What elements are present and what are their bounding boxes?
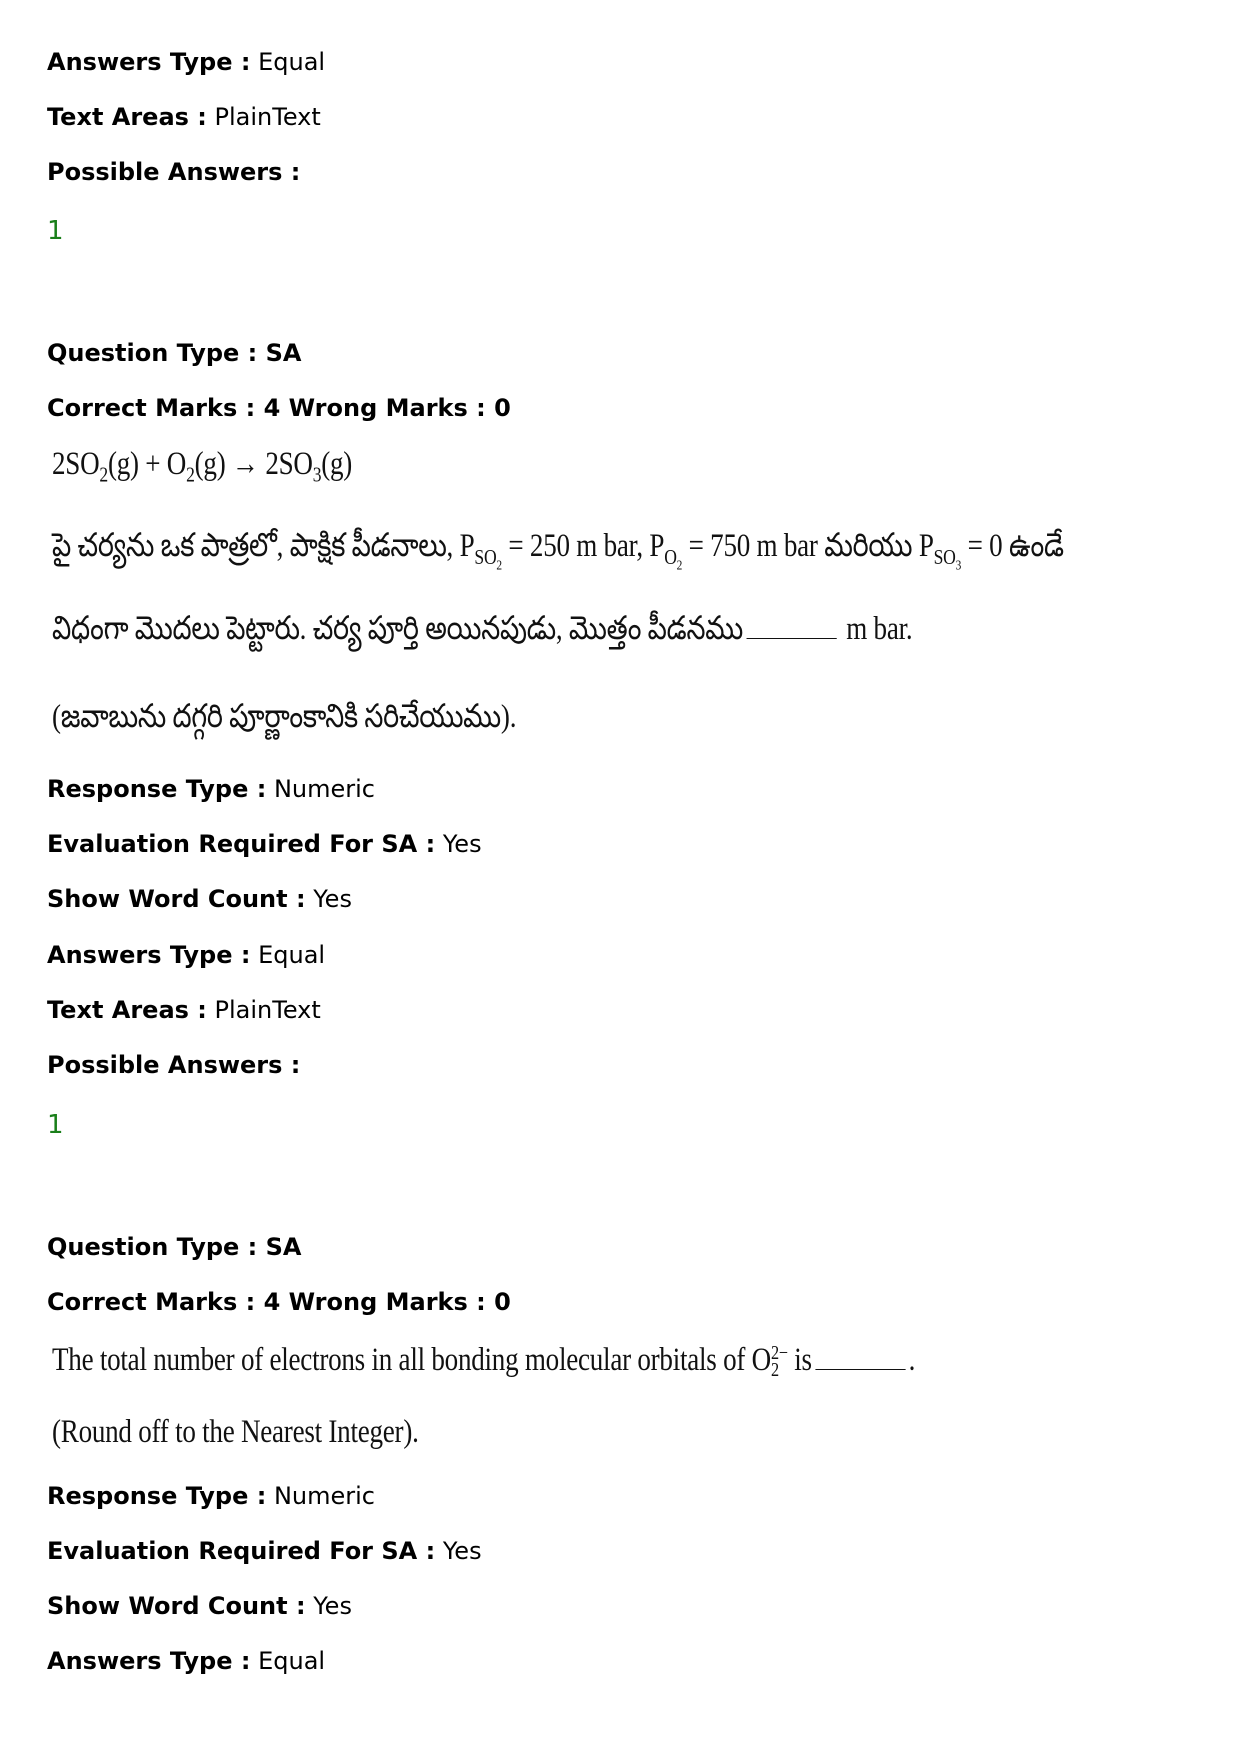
answers-type-row (47, 47, 325, 77)
field-value: Yes (313, 885, 352, 913)
marks (47, 393, 511, 423)
field-label: Show Word Count : (47, 1592, 306, 1620)
question-line-3: (జవాబును దగ్గరి పూర్ణాంకానికి సరిచేయుము). (52, 699, 517, 735)
marks (47, 1287, 511, 1317)
text-sub: 3 (955, 557, 962, 573)
field-value: Equal (258, 941, 326, 969)
evaluation-row (47, 1536, 482, 1566)
field-value: Yes (442, 1537, 482, 1565)
field-label: Answers Type : (47, 1647, 251, 1675)
response-type-row (47, 774, 375, 804)
field-label: Evaluation Required For SA : (47, 830, 436, 858)
field-label: Answers Type : (47, 48, 251, 76)
possible-answers-row (47, 1050, 300, 1080)
field-label: Response Type : (47, 775, 267, 803)
field-value: Yes (442, 830, 482, 858)
text-sub: SO (474, 544, 497, 569)
answer-blank (815, 1369, 905, 1370)
eq-part: (g) → 2SO (194, 446, 313, 482)
word-count-row (47, 1591, 352, 1621)
marks-label: Correct Marks : 4 Wrong Marks : 0 (47, 1288, 511, 1316)
answers-type-row (47, 940, 325, 970)
text-part: . (908, 1342, 916, 1378)
text-part: = 250 m bar, P (501, 528, 665, 564)
field-value: PlainText (214, 996, 321, 1024)
field-label: Show Word Count : (47, 885, 306, 913)
eq-part: (g) (321, 446, 353, 482)
field-label: Response Type : (47, 1482, 267, 1510)
eq-sub: 2 (99, 462, 108, 487)
question-line-1 (52, 1342, 915, 1380)
response-type-row (47, 1481, 375, 1511)
text-part: పై చర్యను ఒక పాత్రలో, పాక్షిక పీడనాలు, P (52, 528, 475, 564)
question-type-label: Question Type : SA (47, 339, 302, 367)
text-part: is (787, 1342, 812, 1378)
superscript: 2− (770, 1341, 788, 1364)
possible-answers-row (47, 157, 300, 187)
subscript: 2 (770, 1359, 779, 1382)
field-label: Evaluation Required For SA : (47, 1537, 436, 1565)
field-value: Yes (313, 1592, 352, 1620)
field-value: Numeric (273, 1482, 375, 1510)
text-part: The total number of electrons in all bonding molecular orbitals of O (52, 1342, 771, 1378)
question-line-1 (52, 527, 1064, 574)
evaluation-row (47, 829, 482, 859)
field-value: PlainText (214, 103, 321, 131)
question-line-2 (52, 610, 912, 655)
question-type (47, 338, 301, 368)
field-label: Text Areas : (47, 996, 207, 1024)
text-part: = 0 ఉండే (961, 528, 1064, 564)
text-areas-row (47, 995, 321, 1025)
possible-answer-value: 1 (47, 216, 64, 246)
text-sub: 2 (496, 557, 502, 573)
eq-sub: 2 (186, 462, 195, 487)
text-part: విధంగా మొదలు పెట్టారు. చర్య పూర్తి అయినపుడు, మొత్తం పీడనము (52, 611, 743, 647)
field-label: Possible Answers : (47, 1051, 301, 1079)
marks-label: Correct Marks : 4 Wrong Marks : 0 (47, 394, 511, 422)
eq-part: 2SO (52, 446, 100, 482)
answer-blank (746, 638, 836, 639)
text-sub: SO (933, 544, 956, 569)
eq-sub: 3 (312, 462, 322, 487)
word-count-row (47, 884, 352, 914)
field-value: Equal (258, 1647, 326, 1675)
text-part: = 750 m bar మరియు P (682, 528, 934, 564)
text-part: m bar. (839, 611, 913, 647)
field-value: Numeric (273, 775, 375, 803)
reaction-equation (52, 446, 352, 488)
text-sub: O (664, 544, 677, 569)
question-type (47, 1232, 301, 1262)
eq-part: (g) + O (107, 446, 187, 482)
field-label: Answers Type : (47, 941, 251, 969)
text-areas-row (47, 102, 321, 132)
text-sub: 2 (676, 557, 683, 573)
question-line-2: (Round off to the Nearest Integer). (52, 1414, 419, 1450)
question-type-label: Question Type : SA (47, 1233, 302, 1261)
field-label: Text Areas : (47, 103, 207, 131)
possible-answer-value: 1 (47, 1110, 64, 1140)
answers-type-row (47, 1646, 325, 1676)
field-value: Equal (258, 48, 326, 76)
field-label: Possible Answers : (47, 158, 301, 186)
